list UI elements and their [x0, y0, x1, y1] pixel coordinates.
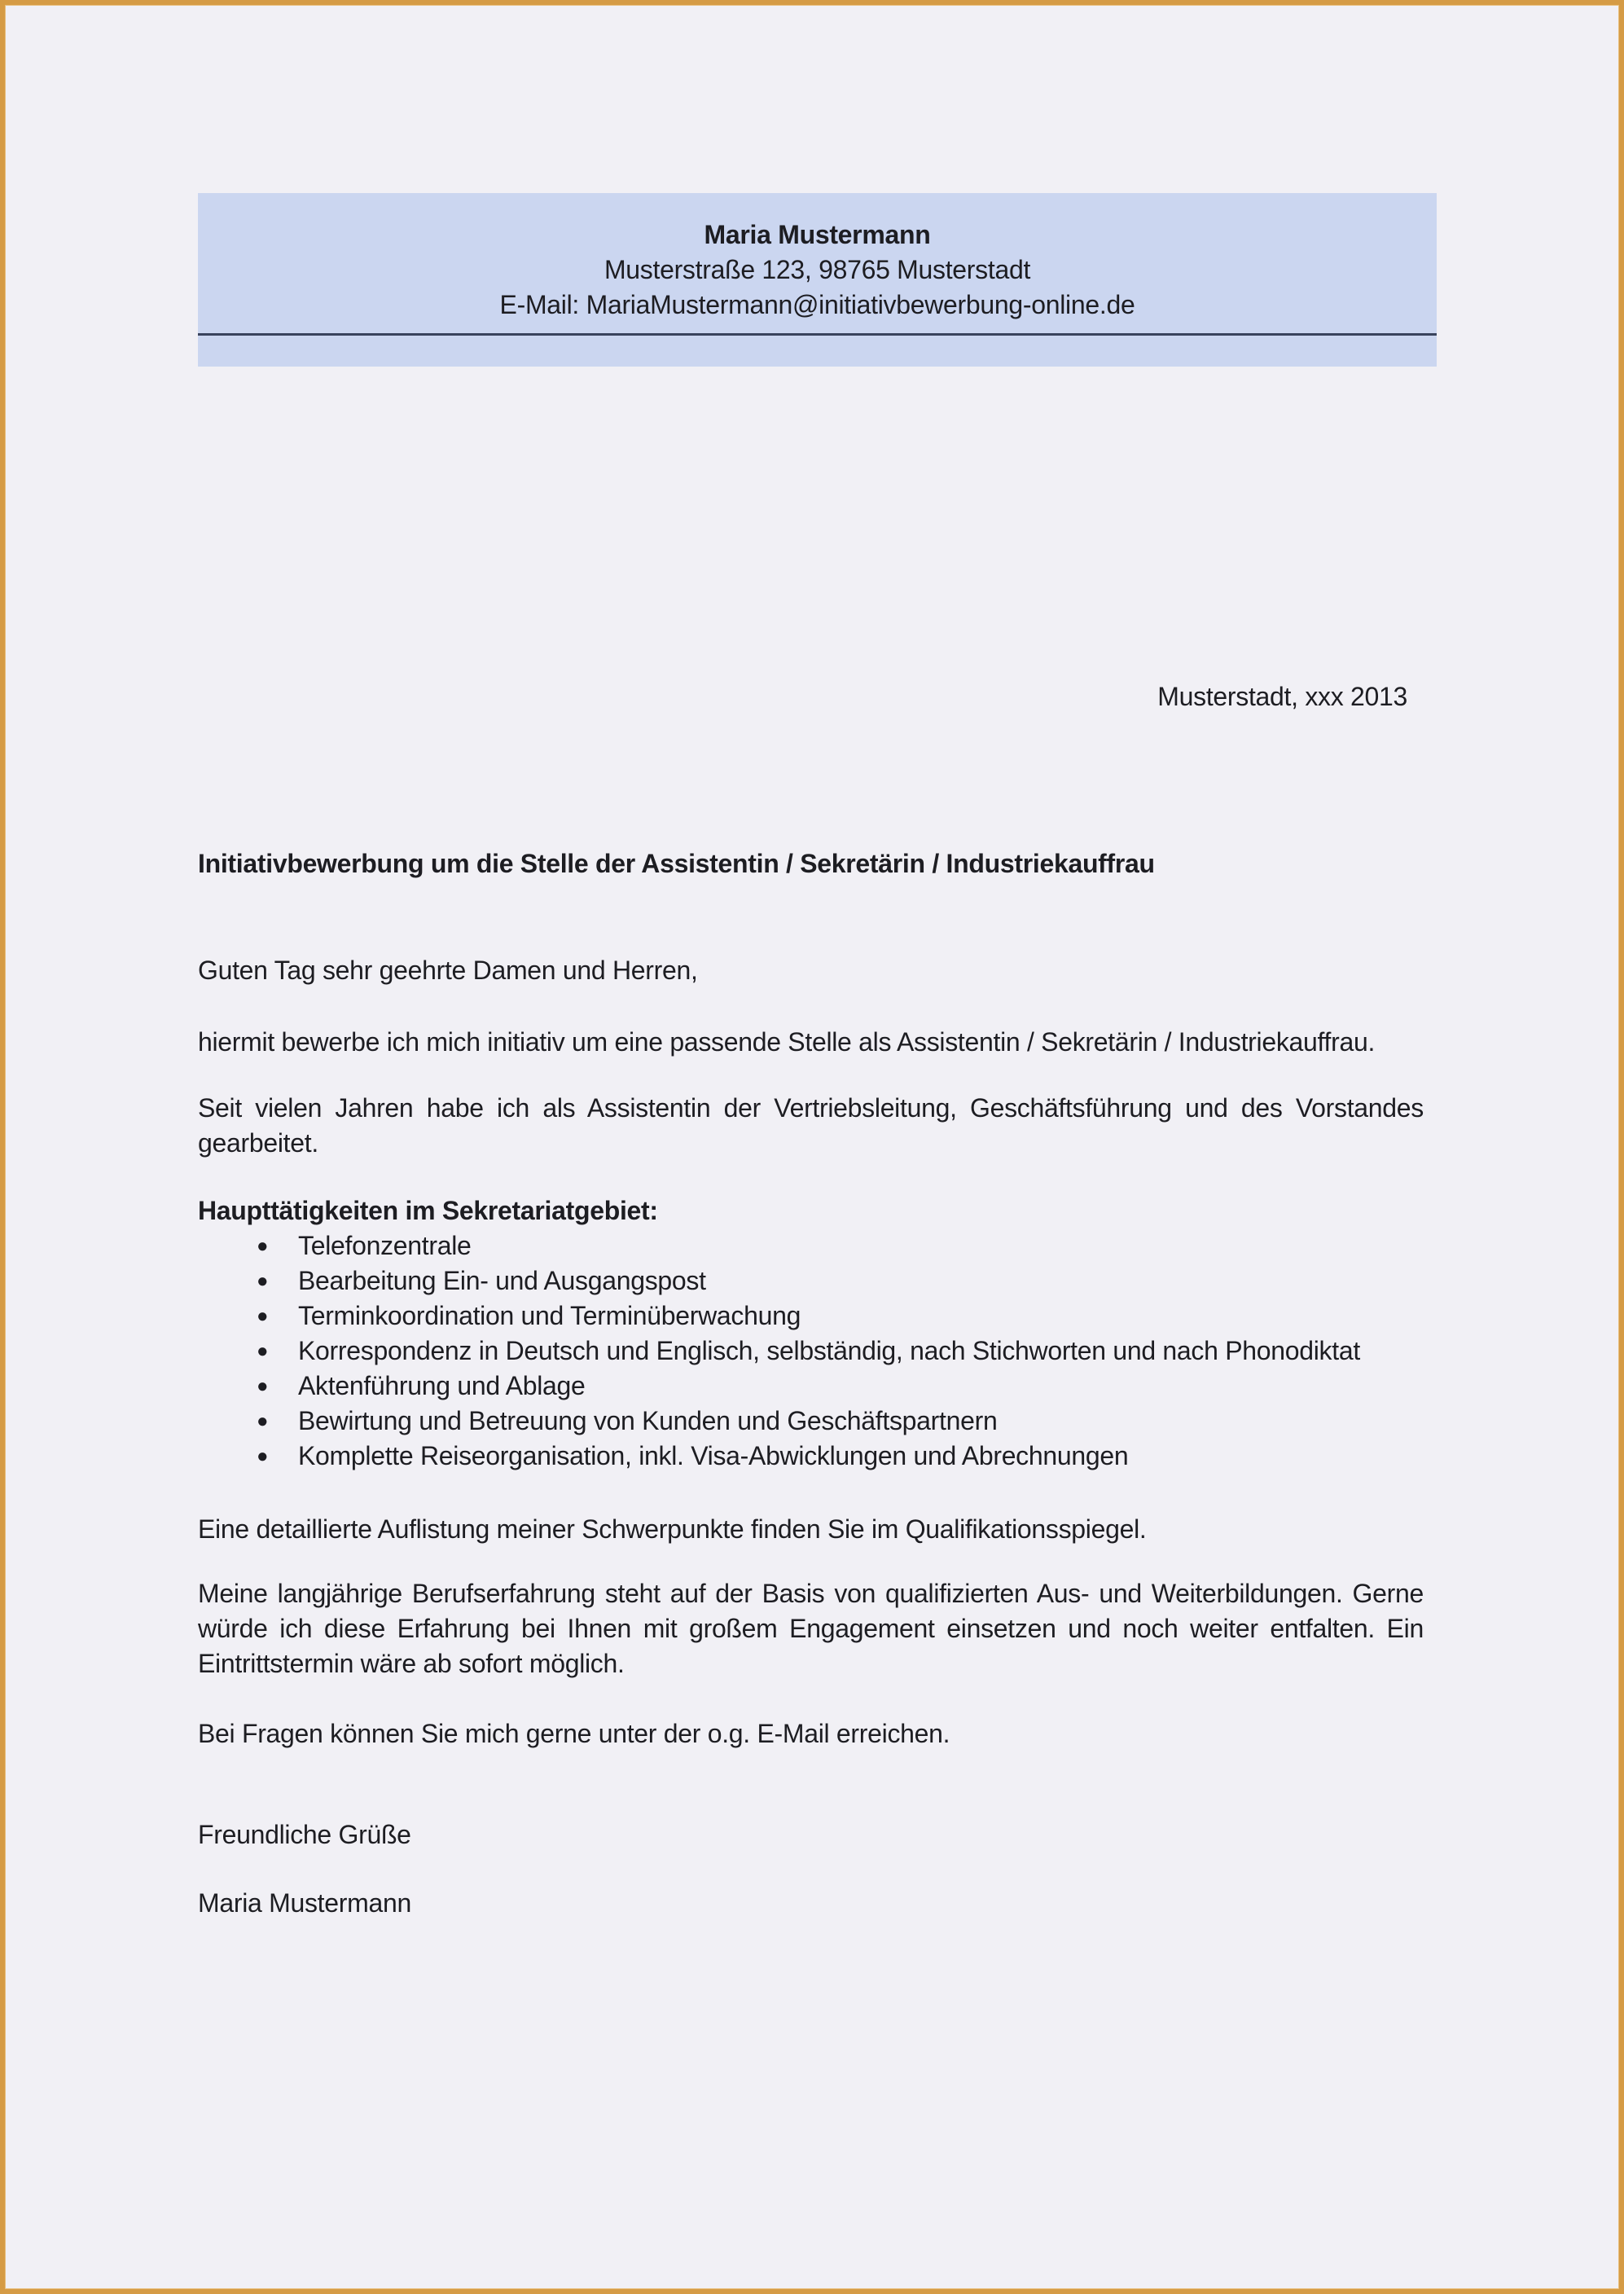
list-item — [198, 1263, 1424, 1299]
duties-list — [198, 1228, 1424, 1474]
paragraph-experience: Seit vielen Jahren habe ich als Assistentin der Vertriebsleitung, Geschäftsführung und des Vorstandes gearbeitet. — [198, 1093, 1424, 1158]
paragraph-qualifications: Eine detaillierte Auflistung meiner Schwerpunkte finden Sie im Qualifikationsspiegel. — [198, 1514, 1147, 1544]
paragraph-future: Meine langjährige Berufserfahrung steht auf der Basis von qualifizierten Aus- und Weiterbildungen. Gerne würde ich diese Erfahrung bei Ihnen mit großem Engagement einsetzen und noch weiter entfalten. Ein Eintrittstermin wäre ab sofort möglich. — [198, 1579, 1424, 1678]
duties-heading: Haupttätigkeiten im Sekretariatgebiet: — [198, 1196, 658, 1225]
list-item — [198, 1228, 1424, 1263]
bullet-icon: ● — [257, 1235, 269, 1257]
sender-header-box — [198, 193, 1437, 367]
list-item — [198, 1404, 1424, 1439]
header-box-tail — [198, 336, 1437, 367]
list-item-text: Korrespondenz in Deutsch und Englisch, selbständig, nach Stichworten und nach Phonodiktat — [298, 1336, 1360, 1365]
bullet-icon: ● — [257, 1375, 269, 1397]
list-item — [198, 1369, 1424, 1404]
list-item-text: Bearbeitung Ein- und Ausgangspost — [298, 1266, 706, 1295]
salutation: Guten Tag sehr geehrte Damen und Herren, — [198, 956, 698, 985]
sender-address: Musterstraße 123, 98765 Musterstadt — [604, 255, 1031, 284]
letter-page — [5, 5, 1619, 2289]
date-line: Musterstadt, xxx 2013 — [1157, 682, 1407, 711]
list-item — [198, 1334, 1424, 1369]
subject-line: Initiativbewerbung um die Stelle der Assistentin / Sekretärin / Industriekauffrau — [198, 849, 1155, 878]
list-item-text: Terminkoordination und Terminüberwachung — [298, 1301, 801, 1330]
list-item — [198, 1439, 1424, 1474]
list-item-text: Telefonzentrale — [298, 1231, 472, 1260]
sender-name: Maria Mustermann — [704, 220, 931, 249]
list-item-text: Komplette Reiseorganisation, inkl. Visa-Abwicklungen und Abrechnungen — [298, 1441, 1129, 1470]
bullet-icon: ● — [257, 1445, 269, 1467]
paragraph-intro: hiermit bewerbe ich mich initiativ um eine passende Stelle als Assistentin / Sekretärin / Industriekauffrau. — [198, 1027, 1376, 1057]
paragraph-contact: Bei Fragen können Sie mich gerne unter der o.g. E-Mail erreichen. — [198, 1719, 950, 1748]
bullet-icon: ● — [257, 1340, 269, 1362]
list-item — [198, 1299, 1424, 1334]
list-item-text: Aktenführung und Ablage — [298, 1371, 586, 1400]
closing-phrase: Freundliche Grüße — [198, 1820, 411, 1849]
bullet-icon: ● — [257, 1305, 269, 1327]
bullet-icon: ● — [257, 1410, 269, 1432]
signature-name: Maria Mustermann — [198, 1888, 411, 1918]
sender-email: E-Mail: MariaMustermann@initiativbewerbung-online.de — [499, 290, 1135, 319]
bullet-icon: ● — [257, 1270, 269, 1292]
list-item-text: Bewirtung und Betreuung von Kunden und Geschäftspartnern — [298, 1406, 998, 1435]
